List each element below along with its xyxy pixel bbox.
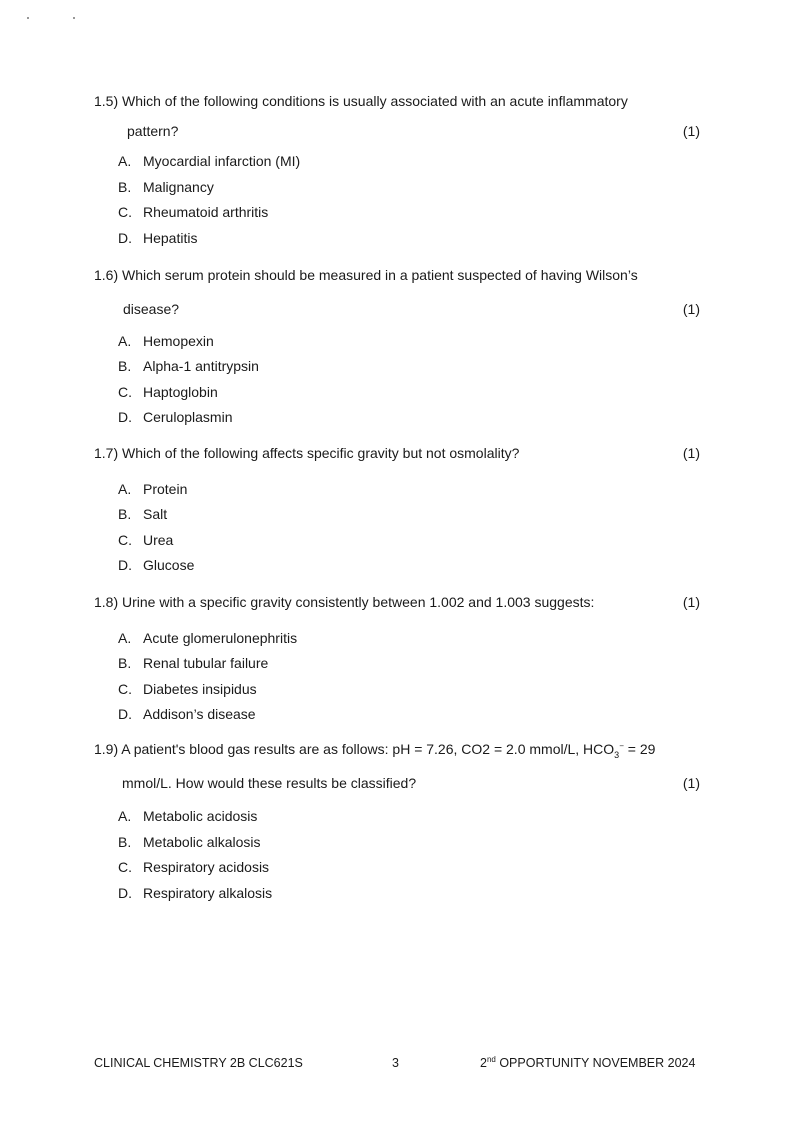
option-d bbox=[118, 408, 232, 426]
option-a bbox=[118, 332, 214, 350]
option-text: Glucose bbox=[143, 557, 195, 573]
option-letter: B. bbox=[118, 834, 132, 850]
question-stem bbox=[94, 593, 700, 611]
footer-opportunity bbox=[480, 1055, 695, 1071]
option-text: Diabetes insipidus bbox=[143, 681, 257, 697]
scan-speck bbox=[27, 17, 29, 19]
option-c bbox=[118, 680, 257, 698]
option-text: Urea bbox=[143, 532, 174, 548]
option-text: Renal tubular failure bbox=[143, 655, 269, 671]
option-c bbox=[118, 531, 173, 549]
option-b bbox=[118, 654, 268, 672]
option-letter: A. bbox=[118, 333, 132, 349]
option-c bbox=[118, 383, 218, 401]
question-text: Which of the following conditions is usually associated with an acute inflammatory bbox=[122, 93, 628, 109]
question-1-5 bbox=[94, 92, 700, 246]
question-number: 1.7) bbox=[94, 445, 119, 461]
option-a bbox=[118, 152, 300, 170]
option-b bbox=[118, 505, 167, 523]
option-text: Addison’s disease bbox=[143, 706, 256, 722]
question-marks: (1) bbox=[682, 301, 700, 317]
question-1-6 bbox=[94, 266, 700, 425]
option-letter: C. bbox=[118, 204, 132, 220]
option-d bbox=[118, 556, 194, 574]
option-a bbox=[118, 480, 187, 498]
question-text: Which of the following affects specific gravity but not osmolality? bbox=[122, 445, 520, 461]
option-d bbox=[118, 884, 272, 902]
option-letter: B. bbox=[118, 179, 132, 195]
question-stem-continued bbox=[94, 300, 700, 318]
question-text bbox=[121, 741, 656, 760]
option-letter: C. bbox=[118, 681, 132, 697]
option-text: Hemopexin bbox=[143, 333, 214, 349]
question-text-continued: pattern? bbox=[127, 123, 179, 139]
option-text: Alpha-1 antitrypsin bbox=[143, 358, 259, 374]
question-1-8 bbox=[94, 593, 700, 722]
option-b bbox=[118, 833, 261, 851]
option-c bbox=[118, 858, 269, 876]
option-text: Rheumatoid arthritis bbox=[143, 204, 269, 220]
option-letter: B. bbox=[118, 358, 132, 374]
footer-page-number: 3 bbox=[392, 1056, 399, 1070]
option-text: Acute glomerulonephritis bbox=[143, 630, 298, 646]
question-stem bbox=[94, 92, 700, 110]
question-text: Which serum protein should be measured in a patient suspected of having Wilson’s bbox=[122, 267, 638, 283]
option-b bbox=[118, 178, 214, 196]
question-text-part: = 29 bbox=[623, 741, 656, 757]
option-letter: D. bbox=[118, 885, 132, 901]
option-letter: D. bbox=[118, 409, 132, 425]
option-a bbox=[118, 807, 257, 825]
option-text: Myocardial infarction (MI) bbox=[143, 153, 301, 169]
question-marks: (1) bbox=[682, 123, 700, 139]
scan-speck bbox=[73, 17, 75, 19]
option-text: Metabolic alkalosis bbox=[143, 834, 261, 850]
superscript: − bbox=[619, 741, 624, 751]
question-number: 1.6) bbox=[94, 267, 119, 283]
option-d bbox=[118, 229, 197, 247]
question-text-continued: mmol/L. How would these results be classified? bbox=[122, 775, 417, 791]
option-text: Salt bbox=[143, 506, 168, 522]
option-text: Respiratory acidosis bbox=[143, 859, 270, 875]
option-letter: D. bbox=[118, 557, 132, 573]
option-text: Ceruloplasmin bbox=[143, 409, 233, 425]
option-b bbox=[118, 357, 259, 375]
question-stem bbox=[94, 444, 700, 462]
option-text: Hepatitis bbox=[143, 230, 198, 246]
question-number: 1.8) bbox=[94, 594, 119, 610]
option-text: Malignancy bbox=[143, 179, 214, 195]
question-stem bbox=[94, 266, 700, 284]
option-letter: B. bbox=[118, 506, 132, 522]
question-marks: (1) bbox=[682, 594, 700, 610]
option-a bbox=[118, 629, 297, 647]
question-text-continued: disease? bbox=[123, 301, 180, 317]
option-text: Haptoglobin bbox=[143, 384, 218, 400]
option-text: Metabolic acidosis bbox=[143, 808, 258, 824]
question-stem bbox=[94, 740, 700, 758]
option-text: Respiratory alkalosis bbox=[143, 885, 273, 901]
subscript: 3 bbox=[614, 749, 620, 760]
option-text: Protein bbox=[143, 481, 188, 497]
option-letter: A. bbox=[118, 808, 132, 824]
option-c bbox=[118, 203, 268, 221]
question-text: Urine with a specific gravity consistently between 1.002 and 1.003 suggests: bbox=[122, 594, 595, 610]
question-number: 1.9) bbox=[94, 741, 119, 757]
opportunity-ordinal: nd bbox=[486, 1054, 496, 1064]
option-letter: C. bbox=[118, 859, 132, 875]
opportunity-number: 2 bbox=[480, 1056, 487, 1070]
option-letter: A. bbox=[118, 481, 132, 497]
opportunity-text: OPPORTUNITY NOVEMBER 2024 bbox=[495, 1056, 696, 1070]
question-stem-continued bbox=[94, 774, 700, 792]
question-text-part: A patient's blood gas results are as follows: pH = 7.26, CO2 = 2.0 mmol/L, HCO bbox=[121, 741, 615, 757]
option-letter: D. bbox=[118, 230, 132, 246]
footer-course: CLINICAL CHEMISTRY 2B CLC621S bbox=[94, 1056, 303, 1070]
question-1-9 bbox=[94, 740, 700, 901]
option-letter: B. bbox=[118, 655, 132, 671]
question-number: 1.5) bbox=[94, 93, 119, 109]
question-stem-continued bbox=[94, 122, 700, 140]
option-letter: C. bbox=[118, 532, 132, 548]
option-letter: A. bbox=[118, 153, 132, 169]
question-marks: (1) bbox=[682, 445, 700, 461]
option-d bbox=[118, 705, 256, 723]
option-letter: C. bbox=[118, 384, 132, 400]
option-letter: A. bbox=[118, 630, 132, 646]
question-marks: (1) bbox=[682, 775, 700, 791]
question-1-7 bbox=[94, 444, 700, 573]
option-letter: D. bbox=[118, 706, 132, 722]
